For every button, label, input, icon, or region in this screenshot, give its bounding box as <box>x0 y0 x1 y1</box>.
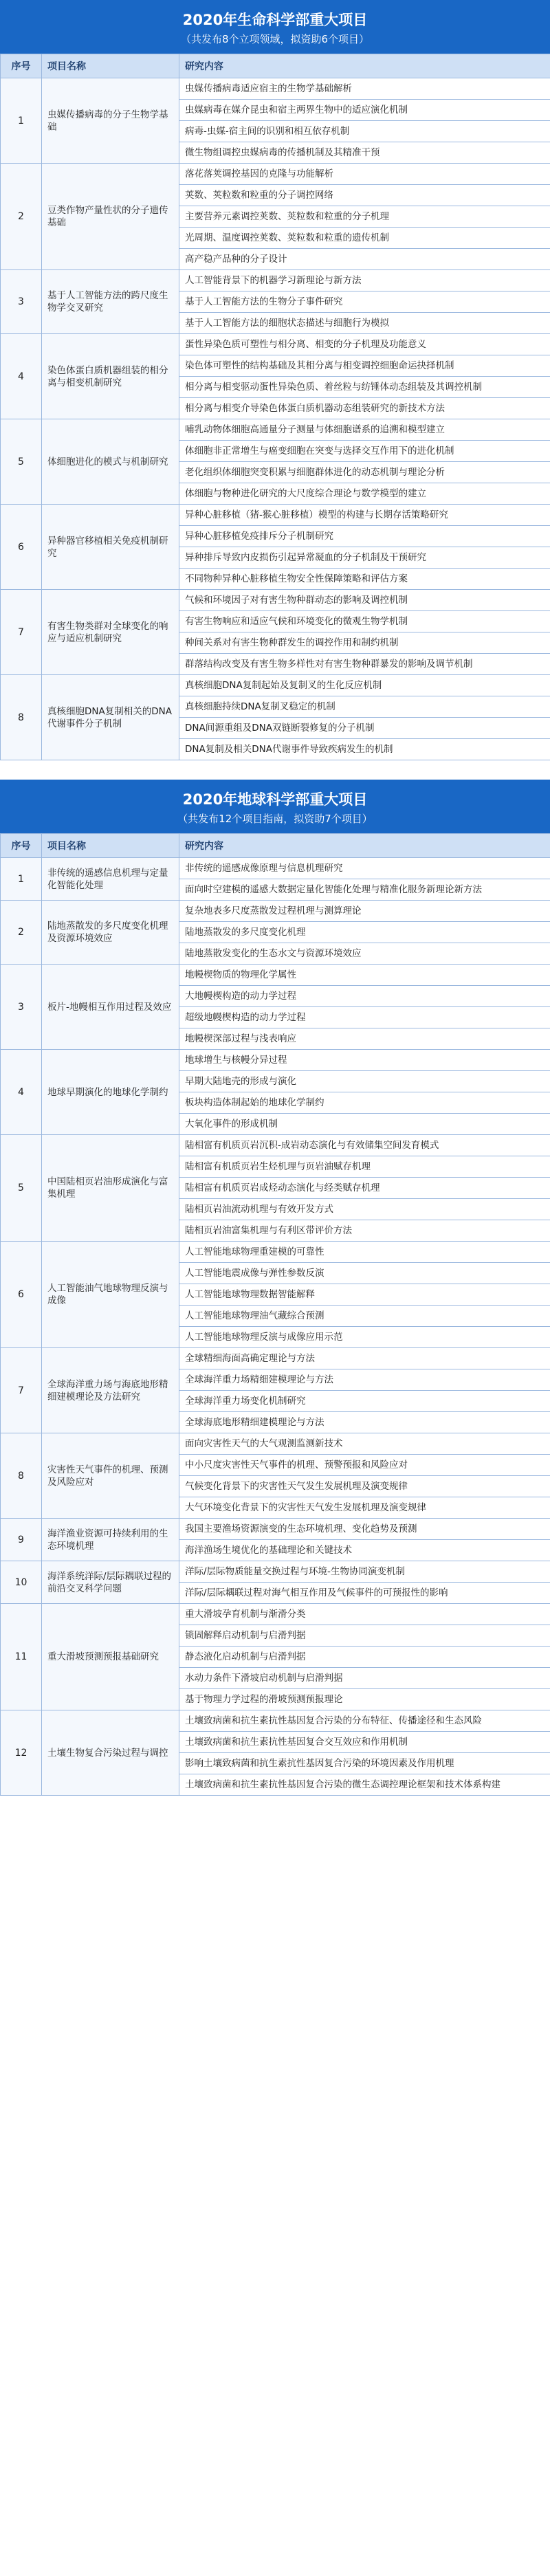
research-content-item: 落花落荚调控基因的克隆与功能解析 <box>179 164 550 185</box>
research-content-item: DNA复制及相关DNA代谢事件导致疾病发生的机制 <box>179 739 550 760</box>
table-row <box>1 590 550 611</box>
project-number: 10 <box>1 1561 42 1604</box>
research-content-item: 基于人工智能方法的生物分子事件研究 <box>179 291 550 313</box>
project-number: 9 <box>1 1519 42 1561</box>
research-content-item: 锁固解释启动机制与启滑判据 <box>179 1625 550 1647</box>
project-number: 2 <box>1 164 42 270</box>
project-name: 海洋渔业资源可持续利用的生态环境机理 <box>42 1519 179 1561</box>
research-content-item: 复杂地表多尺度蒸散发过程机理与测算理论 <box>179 901 550 922</box>
project-name: 异种器官移植相关免疫机制研究 <box>42 505 179 590</box>
project-name: 基于人工智能方法的跨尺度生物学交叉研究 <box>42 270 179 334</box>
header-number: 序号 <box>1 834 42 858</box>
research-content-item: 人工智能背景下的机器学习新理论与新方法 <box>179 270 550 291</box>
research-content-item: 土壤致病菌和抗生素抗性基因复合交互效应和作用机制 <box>179 1732 550 1753</box>
header-research-content: 研究内容 <box>179 54 550 78</box>
project-number: 4 <box>1 334 42 419</box>
project-number: 5 <box>1 419 42 505</box>
research-content-item: 中小尺度灾害性天气事件的机理、预警预报和风险应对 <box>179 1455 550 1476</box>
table-row <box>1 675 550 696</box>
research-content-item: 面向时空建模的遥感大数据定量化智能化处理与精准化服务新理论新方法 <box>179 879 550 901</box>
research-content-item: 人工智能地震成像与弹性参数反演 <box>179 1263 550 1284</box>
research-content-item: 微生物组调控虫媒病毒的传播机制及其精准干预 <box>179 142 550 164</box>
research-content-item: 虫媒病毒在媒介昆虫和宿主两界生物中的适应演化机制 <box>179 100 550 121</box>
research-content-item: 人工智能地球物理油气藏综合预测 <box>179 1306 550 1327</box>
table-row <box>1 164 550 185</box>
project-name: 板片-地幔相互作用过程及效应 <box>42 965 179 1050</box>
research-content-item: 陆地蒸散发的多尺度变化机理 <box>179 922 550 943</box>
table-row <box>1 1050 550 1071</box>
project-number: 3 <box>1 965 42 1050</box>
project-number: 1 <box>1 858 42 901</box>
project-number: 1 <box>1 78 42 164</box>
research-content-item: 异种排斥导致内皮损伤引起异常凝血的分子机制及干预研究 <box>179 547 550 569</box>
research-content-item: 土壤致病菌和抗生素抗性基因复合污染的微生态调控理论框架和技术体系构建 <box>179 1774 550 1796</box>
header-project-name: 项目名称 <box>42 834 179 858</box>
project-number: 7 <box>1 590 42 675</box>
project-name: 海洋系统洋际/层际耦联过程的前沿交叉科学问题 <box>42 1561 179 1604</box>
research-content-item: 陆地蒸散发变化的生态水文与资源环境效应 <box>179 943 550 965</box>
research-content-item: 海洋渔场生境优化的基础理论和关键技术 <box>179 1540 550 1561</box>
research-content-item: 全球海洋重力场变化机制研究 <box>179 1391 550 1412</box>
research-content-item: 地幔楔深部过程与浅表响应 <box>179 1028 550 1050</box>
research-content-item: 陆相富有机质页岩沉积-成岩动态演化与有效储集空间发育模式 <box>179 1135 550 1156</box>
research-content-item: 群落结构改变及有害生物多样性对有害生物种群暴发的影响及调节机制 <box>179 654 550 675</box>
project-number: 6 <box>1 1242 42 1348</box>
table-row <box>1 419 550 441</box>
project-number: 3 <box>1 270 42 334</box>
research-content-item: 种间关系对有害生物种群发生的调控作用和制约机制 <box>179 632 550 654</box>
projects-table-body <box>1 78 550 760</box>
header-research-content: 研究内容 <box>179 834 550 858</box>
project-number: 2 <box>1 901 42 965</box>
project-name: 人工智能油气地球物理反演与成像 <box>42 1242 179 1348</box>
research-content-item: 真核细胞DNA复制起始及复制叉的生化反应机制 <box>179 675 550 696</box>
table-row <box>1 1433 550 1455</box>
table-row <box>1 1242 550 1263</box>
projects-table <box>0 54 550 760</box>
table-row <box>1 78 550 100</box>
research-content-item: 全球海洋重力场精细建模理论与方法 <box>179 1369 550 1391</box>
project-number: 12 <box>1 1710 42 1796</box>
table-row <box>1 1604 550 1625</box>
section-banner <box>0 780 550 833</box>
project-name: 真核细胞DNA复制相关的DNA代谢事件分子机制 <box>42 675 179 760</box>
project-name: 全球海洋重力场与海底地形精细建模理论及方法研究 <box>42 1348 179 1433</box>
table-row <box>1 505 550 526</box>
section-banner <box>0 0 550 54</box>
research-content-item: 人工智能地球物理反演与成像应用示范 <box>179 1327 550 1348</box>
project-name: 非传统的遥感信息机理与定量化智能化处理 <box>42 858 179 901</box>
research-content-item: 陆相富有机质页岩生烃机理与页岩油赋存机理 <box>179 1156 550 1178</box>
research-content-item: 主要营养元素调控荚数、荚粒数和粒重的分子机理 <box>179 206 550 228</box>
research-content-item: 高产稳产品种的分子设计 <box>179 249 550 270</box>
table-row <box>1 1710 550 1732</box>
table-row <box>1 965 550 986</box>
research-content-item: 大气环境变化背景下的灾害性天气发生发展机理及演变规律 <box>179 1497 550 1519</box>
project-name: 土壤生物复合污染过程与调控 <box>42 1710 179 1796</box>
research-content-item: 地幔楔物质的物理化学属性 <box>179 965 550 986</box>
section-subtitle: （共发布12个项目指南，拟资助7个项目） <box>177 813 373 825</box>
research-content-item: 病毒-虫媒-宿主间的识别和相互依存机制 <box>179 121 550 142</box>
research-content-item: 异种心脏移植（猪-猴心脏移植）模型的构建与长期存活策略研究 <box>179 505 550 526</box>
section-title: 2020年生命科学部重大项目 <box>182 12 368 28</box>
header-number: 序号 <box>1 54 42 78</box>
research-content-item: 相分离与相变介导染色体蛋白质机器动态组装研究的新技术方法 <box>179 398 550 419</box>
research-content-item: 板块构造体制起始的地球化学制约 <box>179 1092 550 1114</box>
research-content-item: 蛋性异染色质可塑性与相分离、相变的分子机理及功能意义 <box>179 334 550 355</box>
project-number: 8 <box>1 1433 42 1519</box>
project-number: 4 <box>1 1050 42 1135</box>
research-content-item: 陆相页岩油流动机理与有效开发方式 <box>179 1199 550 1220</box>
projects-table-body <box>1 858 550 1796</box>
project-name: 重大滑坡预测预报基础研究 <box>42 1604 179 1710</box>
table-row <box>1 1561 550 1583</box>
project-number: 7 <box>1 1348 42 1433</box>
research-content-item: 有害生物响应和适应气候和环境变化的微观生物学机制 <box>179 611 550 632</box>
table-row <box>1 270 550 291</box>
table-header-row <box>1 54 550 78</box>
project-name: 体细胞进化的模式与机制研究 <box>42 419 179 505</box>
project-number: 8 <box>1 675 42 760</box>
research-content-item: 非传统的遥感成像原理与信息机理研究 <box>179 858 550 879</box>
research-content-item: 基于物理力学过程的滑坡预测预报理论 <box>179 1689 550 1710</box>
research-content-item: 陆相富有机质页岩成烃动态演化与经类赋存机理 <box>179 1178 550 1199</box>
research-content-item: 陆相页岩油富集机理与有利区带评价方法 <box>179 1220 550 1242</box>
project-name: 中国陆相页岩油形成演化与富集机理 <box>42 1135 179 1242</box>
research-content-item: 超级地幔楔构造的动力学过程 <box>179 1007 550 1028</box>
project-name: 有害生物类群对全球变化的响应与适应机制研究 <box>42 590 179 675</box>
research-content-item: 全球海底地形精细建模理论与方法 <box>179 1412 550 1433</box>
research-content-item: 气候和环境因子对有害生物种群动态的影响及调控机制 <box>179 590 550 611</box>
research-content-item: 异种心脏移植免疫排斥分子机制研究 <box>179 526 550 547</box>
research-content-item: 洋际/层际耦联过程对海气相互作用及气候事件的可预报性的影响 <box>179 1583 550 1604</box>
project-name: 豆类作物产量性状的分子遗传基础 <box>42 164 179 270</box>
research-content-item: 基于人工智能方法的细胞状态描述与细胞行为模拟 <box>179 313 550 334</box>
research-content-item: 荚数、荚粒数和粒重的分子调控网络 <box>179 185 550 206</box>
project-number: 6 <box>1 505 42 590</box>
research-content-item: 不同物种异种心脏移植生物安全性保障策略和评估方案 <box>179 569 550 590</box>
project-name: 陆地蒸散发的多尺度变化机理及资源环境效应 <box>42 901 179 965</box>
research-content-item: 重大滑坡孕育机制与渐滑分类 <box>179 1604 550 1625</box>
research-content-item: 洋际/层际物质能量交换过程与环境-生物协同演变机制 <box>179 1561 550 1583</box>
section-life-science <box>0 0 550 760</box>
research-content-item: 地球增生与核幔分异过程 <box>179 1050 550 1071</box>
project-name: 染色体蛋白质机器组装的相分离与相变机制研究 <box>42 334 179 419</box>
research-content-item: 大地幔楔构造的动力学过程 <box>179 986 550 1007</box>
research-content-item: 相分离与相变驱动蛋性异染色质、着丝粒与纺锤体动态组装及其调控机制 <box>179 377 550 398</box>
research-content-item: 体细胞非正常增生与癌变细胞在突变与选择交互作用下的进化机制 <box>179 441 550 462</box>
section-subtitle: （共发布8个立项领域，拟资助6个项目） <box>180 33 370 45</box>
research-content-item: 虫媒传播病毒适应宿主的生物学基础解析 <box>179 78 550 100</box>
research-content-item: 大氧化事件的形成机制 <box>179 1114 550 1135</box>
research-content-item: 老化组织体细胞突变积累与细胞群体进化的动态机制与理论分析 <box>179 462 550 483</box>
research-content-item: 气候变化背景下的灾害性天气发生发展机理及演变规律 <box>179 1476 550 1497</box>
research-content-item: 人工智能地球物理数据智能解释 <box>179 1284 550 1306</box>
research-content-item: 真核细胞持续DNA复制叉稳定的机制 <box>179 696 550 718</box>
research-content-item: 我国主要渔场资源演变的生态环境机理、变化趋势及预测 <box>179 1519 550 1540</box>
table-row <box>1 1519 550 1540</box>
table-row <box>1 1135 550 1156</box>
project-number: 5 <box>1 1135 42 1242</box>
header-project-name: 项目名称 <box>42 54 179 78</box>
research-content-item: 土壤致病菌和抗生素抗性基因复合污染的分布特征、传播途径和生态风险 <box>179 1710 550 1732</box>
project-name: 虫媒传播病毒的分子生物学基础 <box>42 78 179 164</box>
project-name: 地球早期演化的地球化学制约 <box>42 1050 179 1135</box>
research-content-item: 面向灾害性天气的大气观测监测新技术 <box>179 1433 550 1455</box>
research-content-item: 水动力条件下滑坡启动机制与启滑判据 <box>179 1668 550 1689</box>
project-name: 灾害性天气事件的机理、预测及风险应对 <box>42 1433 179 1519</box>
table-row <box>1 1348 550 1369</box>
project-number: 11 <box>1 1604 42 1710</box>
section-gap <box>0 760 550 780</box>
research-content-item: 体细胞与物种进化研究的大尺度综合理论与数学模型的建立 <box>179 483 550 505</box>
section-earth-science <box>0 780 550 1796</box>
research-content-item: 早期大陆地壳的形成与演化 <box>179 1071 550 1092</box>
research-content-item: 染色体可塑性的结构基础及其相分离与相变调控细胞命运抉择机制 <box>179 355 550 377</box>
research-content-item: DNA间源重组及DNA双链断裂修复的分子机制 <box>179 718 550 739</box>
section-title: 2020年地球科学部重大项目 <box>182 791 368 808</box>
research-content-item: 全球精细海面高确定理论与方法 <box>179 1348 550 1369</box>
table-row <box>1 901 550 922</box>
projects-table <box>0 833 550 1796</box>
research-content-item: 人工智能地球物理重建模的可靠性 <box>179 1242 550 1263</box>
research-content-item: 哺乳动物体细胞高通量分子测量与体细胞谱系的追溯和模型建立 <box>179 419 550 441</box>
research-content-item: 光周期、温度调控荚数、荚粒数和粒重的遗传机制 <box>179 228 550 249</box>
table-header-row <box>1 834 550 858</box>
research-content-item: 影响土壤致病菌和抗生素抗性基因复合污染的环境因素及作用机理 <box>179 1753 550 1774</box>
table-row <box>1 858 550 879</box>
table-row <box>1 334 550 355</box>
research-content-item: 静态液化启动机制与启滑判据 <box>179 1647 550 1668</box>
